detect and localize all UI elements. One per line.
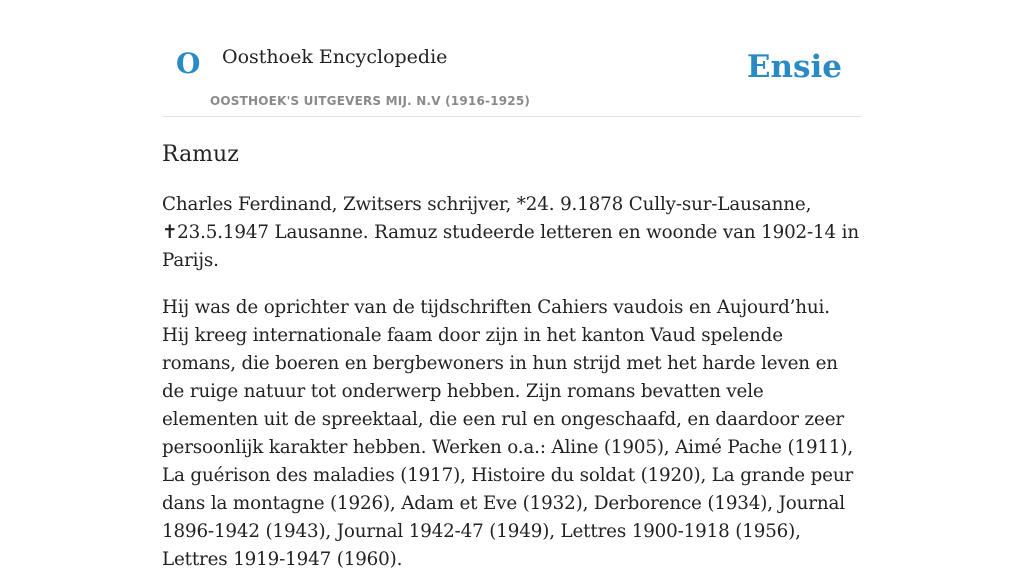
source-title[interactable]: Oosthoek Encyclopedie <box>222 46 448 68</box>
article <box>162 136 862 574</box>
source-header <box>162 0 862 117</box>
article-paragraph: Charles Ferdinand, Zwitsers schrijver, *24. 9.1878 Cully-sur-Lausanne, ✝23.5.1947 Lausanne. Ramuz studeerde letteren en woonde van 1902-14 in Parijs. <box>162 194 859 271</box>
source-logo[interactable]: O <box>176 47 201 80</box>
source-publisher: OOSTHOEK'S UITGEVERS MIJ. N.V (1916-1925) <box>210 94 531 108</box>
brand-logo-link[interactable]: Ensie <box>746 49 842 85</box>
article-paragraph: Hij was de oprichter van de tijdschriften Cahiers vaudois en Aujourd’hui. Hij kreeg internationale faam door zijn in het kanton Vaud spelende romans, die boeren en bergbewoners in hun strijd met het harde leven en de ruige natuur tot onderwerp hebben. Zijn romans bevatten vele elementen uit de spreektaal, die een rul en ongeschaafd, en daardoor zeer persoonlijk karakter hebben. Werken o.a.: Aline (1905), Aimé Pache (1911), La guérison des maladies (1917), Histoire du soldat (1920), La grande peur dans la montagne (1926), Adam et Eve (1932), Derborence (1934), Journal 1896-1942 (1943), Journal 1942-47 (1949), Lettres 1900-1918 (1956), Lettres 1919-1947 (1960). <box>162 297 854 570</box>
article-title: Ramuz <box>162 142 239 167</box>
